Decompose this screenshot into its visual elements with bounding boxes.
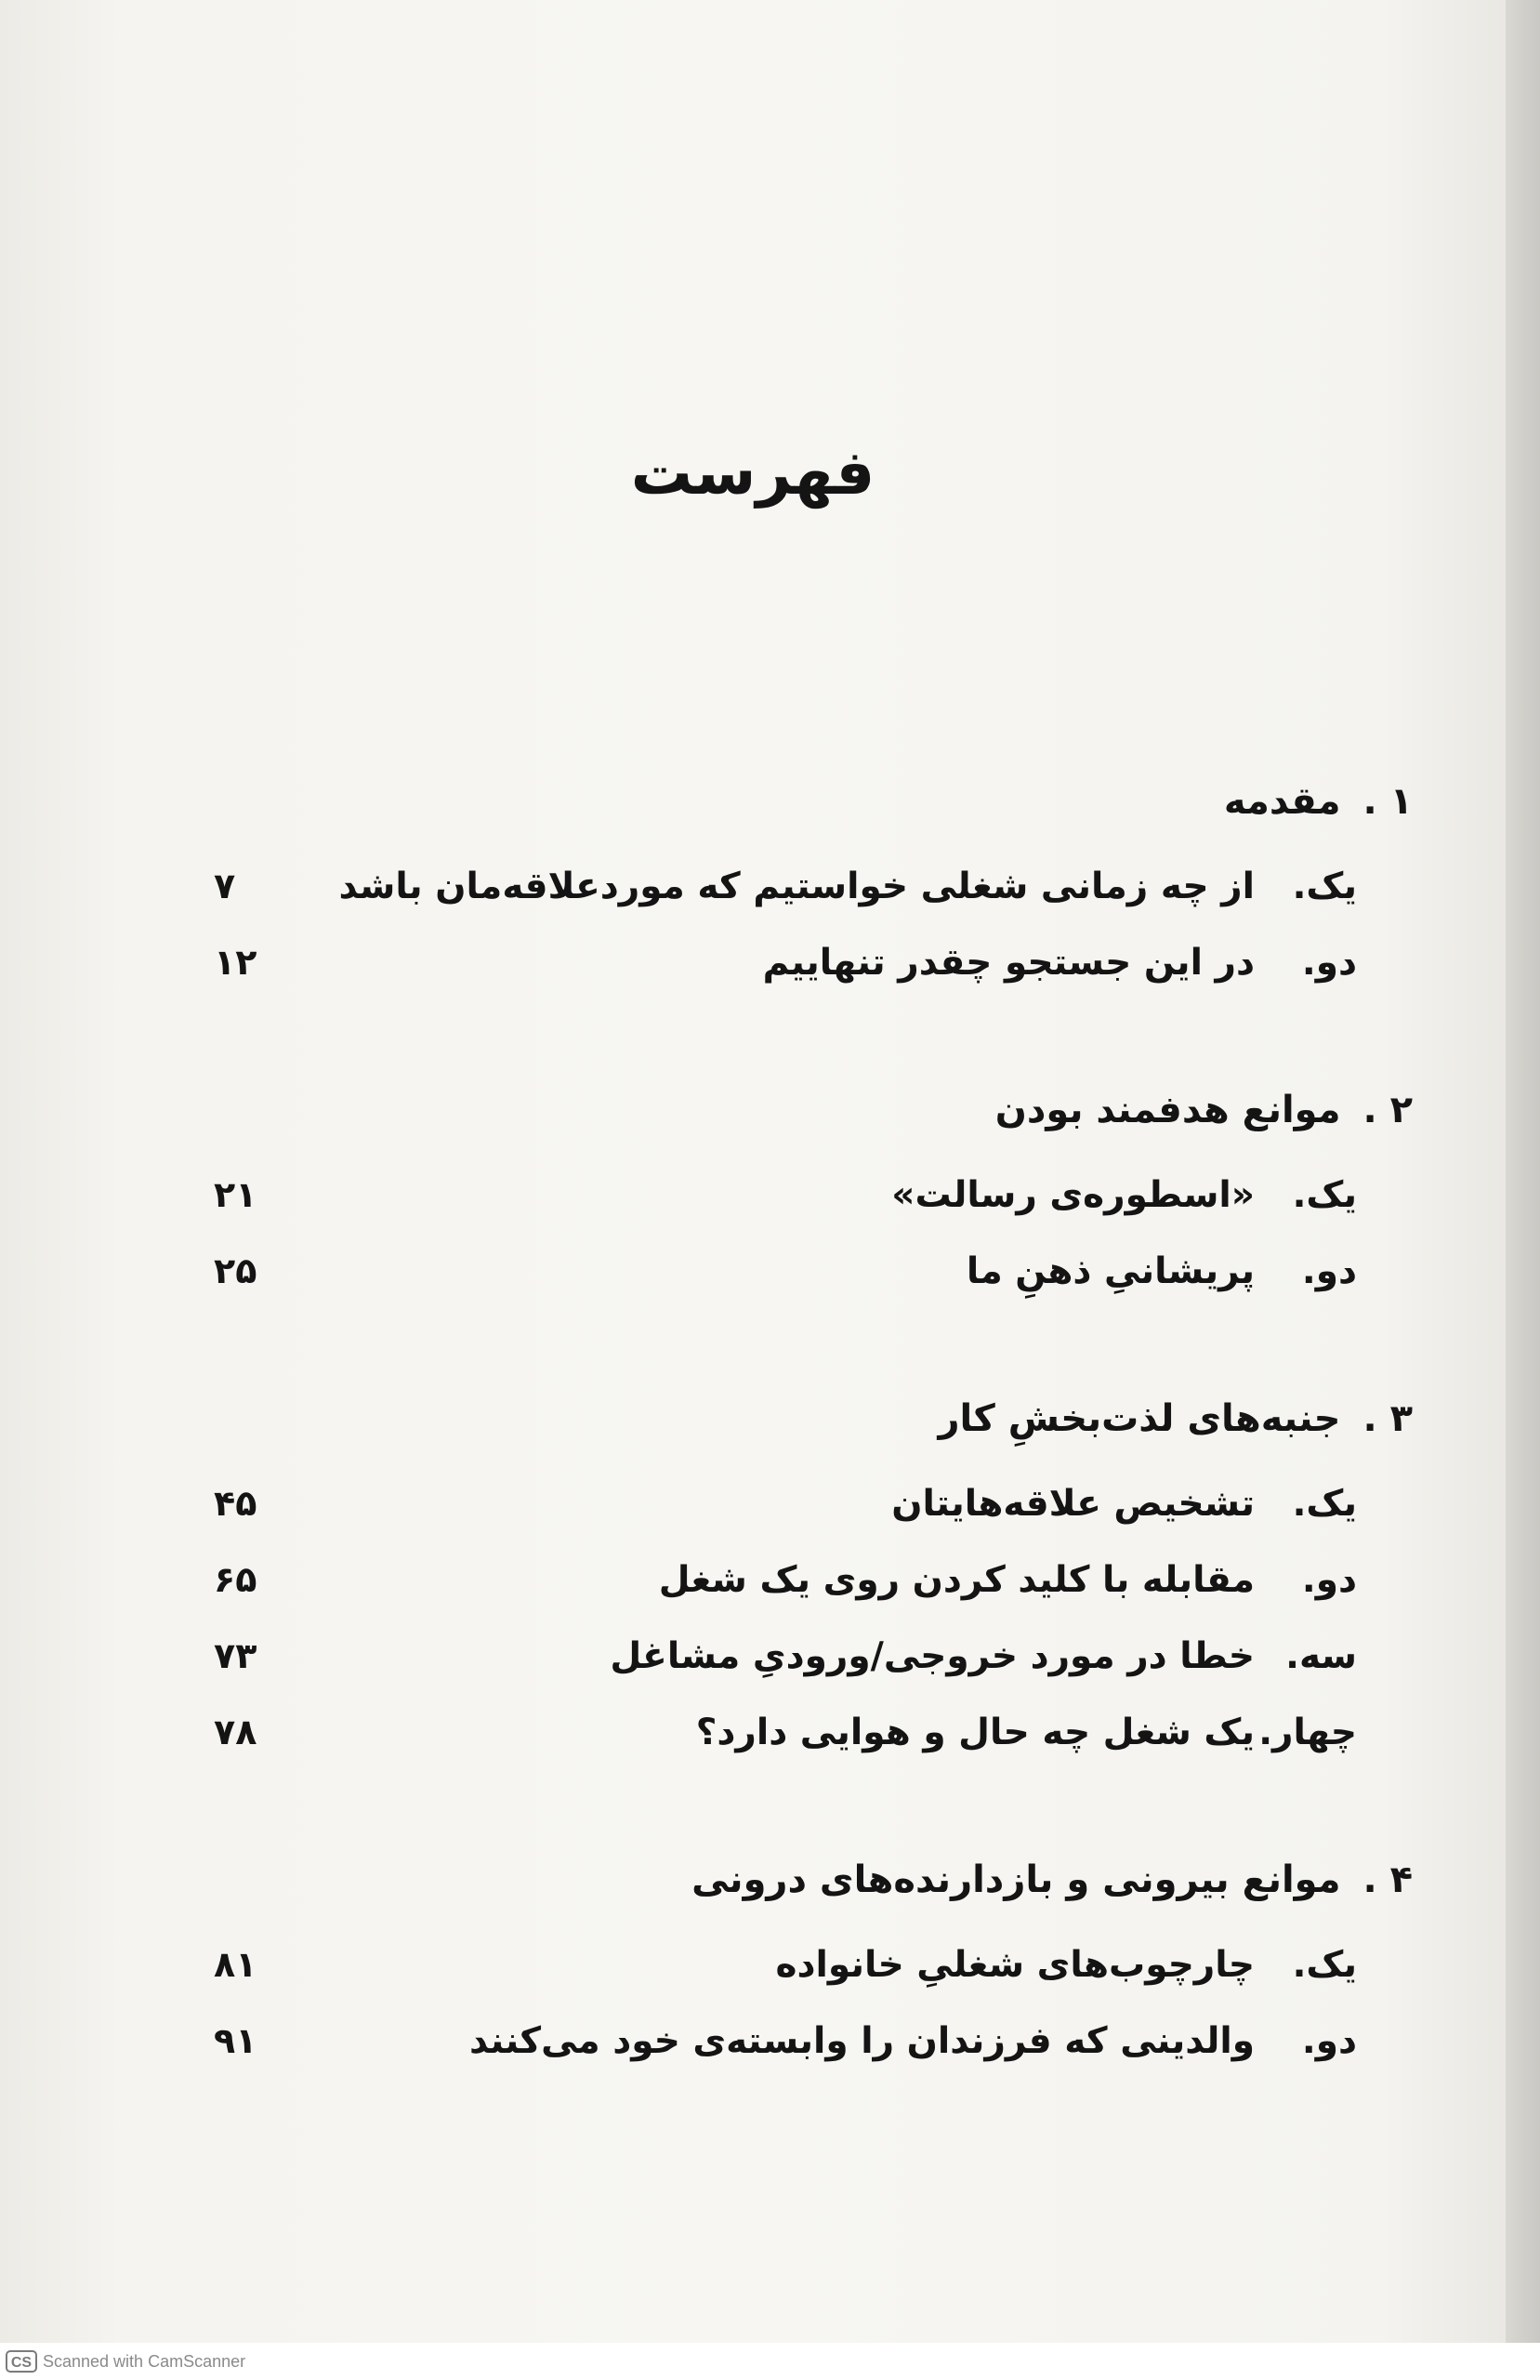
entry-title: در این جستجو چقدر تنهاییم [762,941,1255,984]
toc-section-2 [214,1080,1413,1309]
toc-entry [214,1157,1413,1233]
section-heading [214,1080,1413,1140]
toc-section-4 [214,1850,1413,2079]
section-title: مقدمه [1223,780,1341,823]
entry-label: یک. [1292,865,1357,907]
section-title: موانع بیرونی و بازدارنده‌های درونی [691,1858,1341,1901]
entry-title: چارچوب‌های شغلیِ خانواده [775,1943,1255,1986]
entry-label: چهار. [1258,1711,1357,1753]
toc-section-3 [214,1389,1413,1770]
entry-page-number: ۲۵ [214,1250,257,1291]
section-number: ۲ . [1362,1089,1413,1131]
entry-page-number: ۲۱ [214,1174,257,1215]
entry-label: سه. [1285,1634,1357,1677]
entry-title: از چه زمانی شغلی خواستیم که موردعلاقه‌مان باشد [338,865,1255,907]
table-of-contents [214,772,1413,2159]
toc-entry [214,848,1413,924]
entry-page-number: ۷ [214,866,236,906]
entry-page-number: ۹۱ [214,2020,257,2061]
entry-title: تشخیص علاقه‌هایتان [891,1482,1255,1525]
entry-label: یک. [1292,1943,1357,1986]
watermark-text: Scanned with CamScanner [43,2351,246,2371]
section-heading [214,1850,1413,1910]
entry-page-number: ۷۳ [214,1635,257,1676]
toc-entry [214,1618,1413,1694]
section-number: ۴ . [1362,1858,1413,1901]
section-number: ۳ . [1362,1397,1413,1440]
entry-label: یک. [1292,1482,1357,1525]
toc-entry [214,1694,1413,1770]
entry-label: دو. [1301,1558,1357,1601]
entry-title: والدینی که فرزندان را وابسته‌ی خود می‌کنند [469,2019,1255,2062]
section-title: موانع هدفمند بودن [994,1089,1341,1131]
entry-title: مقابله با کلید کردن روی یک شغل [658,1558,1255,1601]
entry-page-number: ۴۵ [214,1483,257,1524]
entry-label: دو. [1301,941,1357,984]
entry-page-number: ۶۵ [214,1559,257,1600]
toc-entry [214,924,1413,1000]
entry-title: پریشانیِ ذهنِ ما [966,1250,1255,1292]
entry-label: یک. [1292,1173,1357,1216]
section-title: جنبه‌های لذت‌بخشِ کار [938,1397,1341,1440]
toc-section-1 [214,772,1413,1000]
entry-title: «اسطوره‌ی رسالت» [891,1173,1255,1216]
camscanner-watermark [6,2350,245,2373]
scan-footer [0,2343,1540,2380]
entry-title: خطا در مورد خروجی/ورودیِ مشاغل [610,1634,1255,1677]
section-heading [214,772,1413,831]
entry-page-number: ۱۲ [214,942,257,983]
page-edge-shadow [1506,0,1540,2343]
page-title: فهرست [630,437,875,509]
toc-entry [214,1233,1413,1309]
camscanner-logo-icon: CS [6,2350,37,2373]
toc-entry [214,2003,1413,2079]
entry-page-number: ۷۸ [214,1712,257,1752]
entry-label: دو. [1301,1250,1357,1292]
entry-page-number: ۸۱ [214,1944,257,1985]
entry-label: دو. [1301,2019,1357,2062]
entry-title: یک شغل چه حال و هوایی دارد؟ [695,1711,1255,1753]
toc-entry [214,1926,1413,2003]
section-heading [214,1389,1413,1448]
toc-entry [214,1465,1413,1541]
section-number: ۱ . [1362,780,1413,823]
toc-entry [214,1541,1413,1618]
